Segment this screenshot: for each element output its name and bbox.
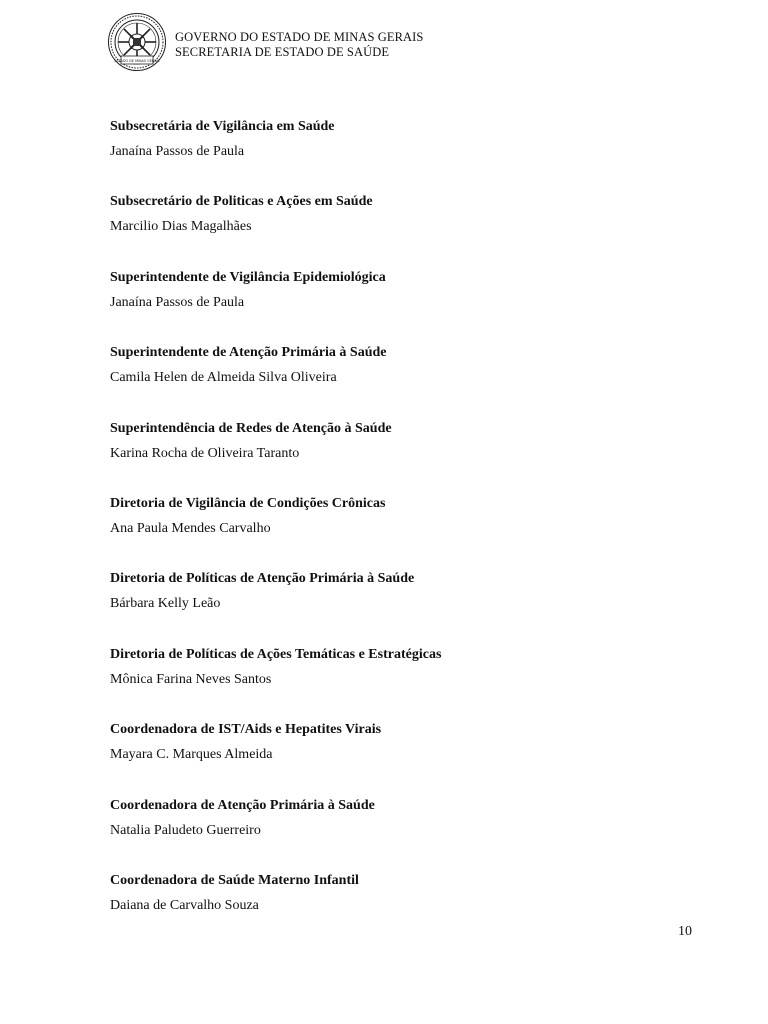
entry-title: Coordenadora de Atenção Primária à Saúde [110, 797, 375, 813]
entry-name: Janaína Passos de Paula [110, 144, 245, 159]
header-text [175, 30, 423, 60]
entry-name: Mônica Farina Neves Santos [110, 671, 272, 687]
seal-text: ESTADO DE MINAS GERAIS [114, 59, 160, 64]
list-item [110, 192, 710, 267]
page-number: 10 [678, 924, 692, 939]
entry-name: Karina Rocha de Oliveira Taranto [110, 445, 300, 461]
list-item [110, 645, 710, 720]
entry-name: Camila Helen de Almeida Silva Oliveira [110, 370, 337, 386]
government-name: GOVERNO DO ESTADO DE MINAS GERAIS [175, 30, 424, 44]
entry-name: Marcilio Dias Magalhães [110, 219, 252, 235]
list-item [110, 720, 710, 795]
entry-name: Daiana de Carvalho Souza [110, 897, 259, 913]
entry-title: Subsecretário de Politicas e Ações em Saúde [110, 194, 373, 210]
entry-title: Coordenadora de IST/Aids e Hepatites Virais [110, 722, 382, 738]
entry-name: Ana Paula Mendes Carvalho [110, 520, 271, 536]
entry-title: Superintendente de Vigilância Epidemiológica [110, 269, 386, 285]
entry-name: Bárbara Kelly Leão [110, 596, 221, 612]
document-header [0, 0, 768, 80]
entry-title: Coordenadora de Saúde Materno Infantil [110, 872, 359, 888]
state-seal-icon [107, 12, 167, 72]
secretariat-name: SECRETARIA DE ESTADO DE SAÚDE [175, 45, 390, 59]
entry-title: Superintendente de Atenção Primária à Saúde [110, 345, 387, 361]
list-item [110, 268, 710, 343]
entry-title: Superintendência de Redes de Atenção à Saúde [110, 420, 392, 436]
list-item [110, 569, 710, 644]
list-item [110, 494, 710, 569]
entry-name: Natalia Paludeto Guerreiro [110, 822, 261, 838]
list-item [110, 343, 710, 418]
entry-title: Subsecretária de Vigilância em Saúde [110, 119, 335, 134]
list-item [110, 117, 710, 192]
list-item [110, 419, 710, 494]
entry-name: Mayara C. Marques Almeida [110, 747, 273, 763]
entry-title: Diretoria de Políticas de Ações Temáticas e Estratégicas [110, 646, 442, 662]
staff-list [110, 117, 710, 946]
entry-title: Diretoria de Vigilância de Condições Crônicas [110, 495, 386, 511]
list-item [110, 871, 710, 946]
entry-name: Janaína Passos de Paula [110, 294, 245, 310]
list-item [110, 796, 710, 871]
entry-title: Diretoria de Políticas de Atenção Primária à Saúde [110, 571, 415, 587]
